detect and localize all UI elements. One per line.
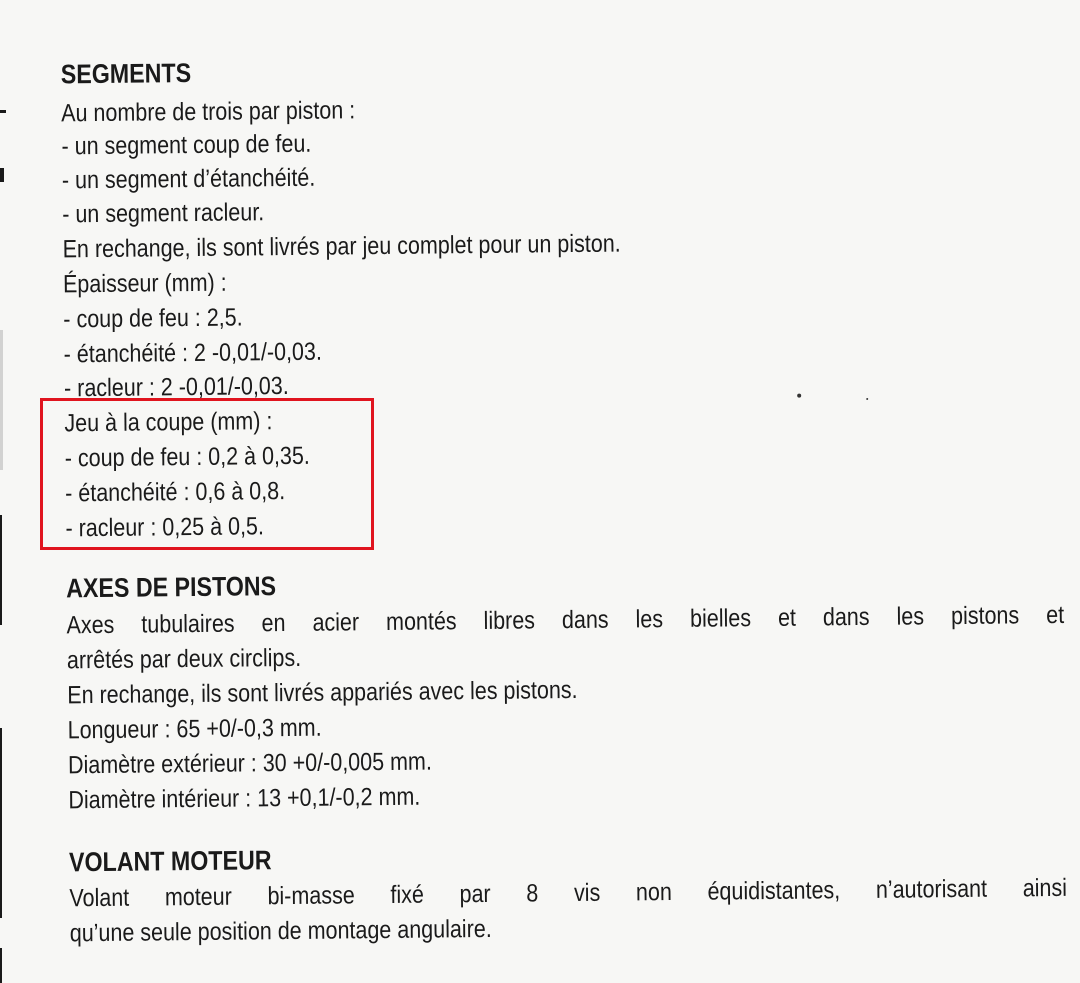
paragraph-line: Volant moteur bi-masse fixé par 8 vis non équidistantes, n’autorisant ainsi <box>69 873 1068 913</box>
text-line: - racleur : 2 -0,01/-0,03. <box>63 371 289 403</box>
scan-edge-mark <box>0 728 2 918</box>
paragraph-line: Axes tubulaires en acier montés libres dans les bielles et dans les pistons et <box>66 600 1065 640</box>
text-line: Au nombre de trois par piston : <box>61 96 356 128</box>
text-line: - un segment racleur. <box>62 198 265 229</box>
highlighted-line: - coup de feu : 0,2 à 0,35. <box>64 441 310 473</box>
text-line: En rechange, ils sont livrés par jeu complet pour un piston. <box>62 229 621 264</box>
text-line: Diamètre intérieur : 13 +0,1/-0,2 mm. <box>68 782 421 815</box>
scan-edge-shadow <box>0 330 3 470</box>
section-title-segments: SEGMENTS <box>60 58 192 90</box>
scan-speck <box>797 394 801 398</box>
text-line: Épaisseur (mm) : <box>62 268 227 299</box>
paragraph-line: qu’une seule position de montage angulaire. <box>69 914 492 948</box>
highlighted-line: Jeu à la coupe (mm) : <box>64 407 273 438</box>
text-line: - coup de feu : 2,5. <box>63 303 243 334</box>
scan-edge-mark <box>0 515 2 625</box>
text-line: Longueur : 65 +0/-0,3 mm. <box>67 713 322 745</box>
scan-edge-mark <box>0 948 2 983</box>
text-line: Diamètre extérieur : 30 +0/-0,005 mm. <box>67 747 433 780</box>
text-line: - un segment d’étanchéité. <box>61 163 316 195</box>
section-title-axes-de-pistons: AXES DE PISTONS <box>66 571 277 604</box>
text-line: - un segment coup de feu. <box>61 129 312 161</box>
highlight-box <box>40 398 374 550</box>
text-line: - étanchéité : 2 -0,01/-0,03. <box>63 337 323 369</box>
scan-speck <box>866 398 868 400</box>
text-line: En rechange, ils sont livrés appariés avec les pistons. <box>67 675 578 710</box>
paragraph-line: arrêtés par deux circlips. <box>66 643 302 675</box>
highlighted-line: - racleur : 0,25 à 0,5. <box>65 512 265 543</box>
section-title-volant-moteur: VOLANT MOTEUR <box>68 845 272 878</box>
highlighted-line: - étanchéité : 0,6 à 0,8. <box>65 477 286 508</box>
